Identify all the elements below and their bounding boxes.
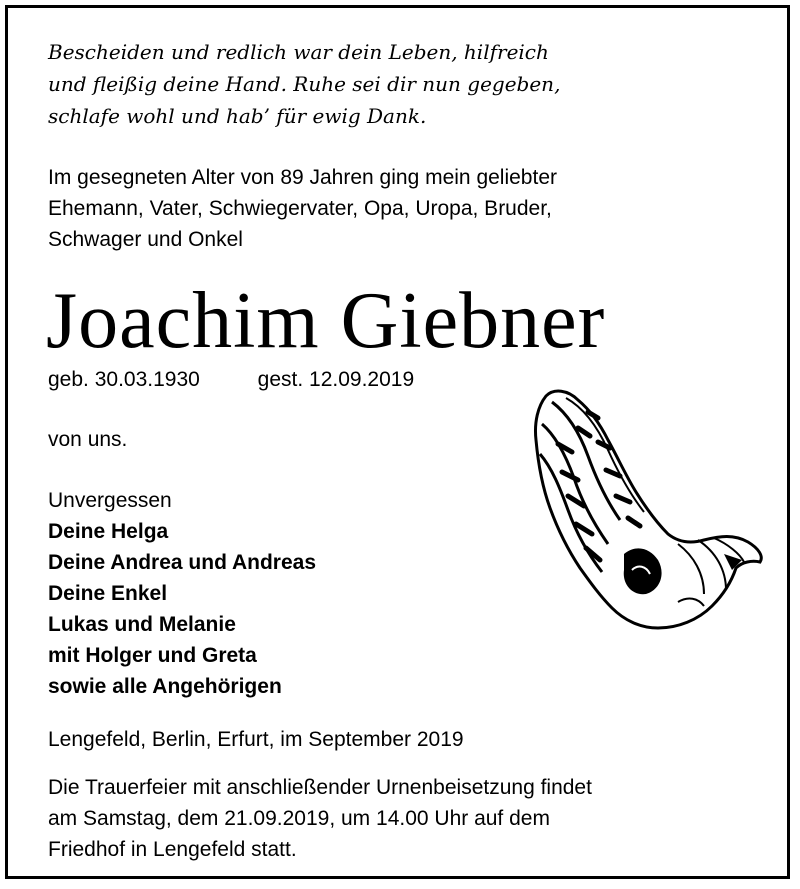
mourner-name: Deine Andrea und Andreas — [48, 551, 316, 574]
closing-phrase: von uns. — [48, 428, 128, 451]
poem-line: Bescheiden und redlich war dein Leben, hilfreich — [48, 40, 549, 64]
poem — [48, 36, 560, 132]
mourner-name: Deine Helga — [48, 520, 169, 543]
intro-line: Im gesegneten Alter von 89 Jahren ging mein geliebter — [48, 166, 557, 189]
praying-hands-icon — [528, 384, 768, 634]
mourner-name: sowie alle Angehörigen — [48, 675, 282, 698]
mourners-list — [48, 485, 316, 702]
poem-line: und fleißig deine Hand. Ruhe sei dir nun gegeben, — [48, 72, 561, 96]
service-line: am Samstag, dem 21.09.2019, um 14.00 Uhr auf dem — [48, 807, 550, 830]
death-date: gest. 12.09.2019 — [257, 368, 415, 391]
mourners-heading: Unvergessen — [48, 489, 172, 512]
service-line: Die Trauerfeier mit anschließender Urnenbeisetzung findet — [48, 776, 592, 799]
intro-line: Ehemann, Vater, Schwiegervater, Opa, Uropa, Bruder, — [48, 197, 552, 220]
mourner-name: Deine Enkel — [48, 582, 168, 605]
deceased-name: Joachim Giebner — [46, 277, 606, 365]
life-dates — [48, 364, 414, 395]
funeral-service-info — [48, 772, 592, 865]
place-and-date: Lengefeld, Berlin, Erfurt, im September 2019 — [48, 728, 464, 751]
obituary-notice — [5, 5, 790, 879]
mourner-name: mit Holger und Greta — [48, 644, 257, 667]
mourner-name: Lukas und Melanie — [48, 613, 236, 636]
poem-line: schlafe wohl und hab’ für ewig Dank. — [48, 104, 427, 128]
birth-date: geb. 30.03.1930 — [48, 368, 200, 391]
service-line: Friedhof in Lengefeld statt. — [48, 838, 297, 861]
intro-line: Schwager und Onkel — [48, 228, 243, 251]
intro-text — [48, 162, 557, 255]
